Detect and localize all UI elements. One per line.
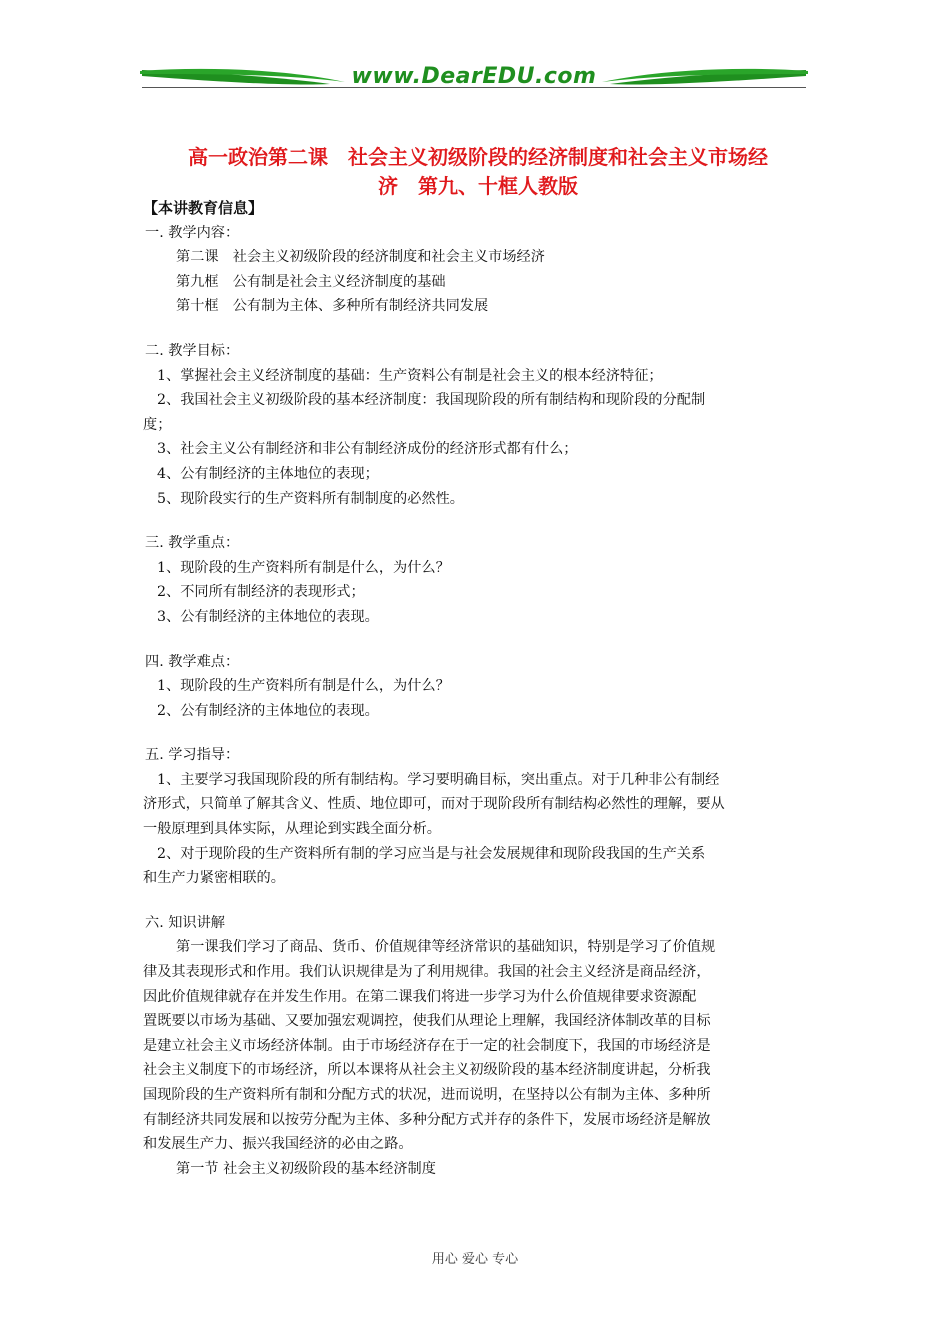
s1-heading: 一. 教学内容： <box>145 224 240 241</box>
s4-item: 1、现阶段的生产资料所有制是什么，为什么？ <box>157 678 450 695</box>
s2-item: 5、现阶段实行的生产资料所有制制度的必然性。 <box>157 490 464 507</box>
s2-item: 2、我国社会主义初级阶段的基本经济制度：我国现阶段的所有制结构和现阶段的分配制 <box>157 392 706 409</box>
s1-item: 第二课 社会主义初级阶段的经济制度和社会主义市场经济 <box>176 249 545 266</box>
title-line-1: 高一政治第二课 社会主义初级阶段的经济制度和社会主义市场经 <box>188 145 768 169</box>
title-line-2: 济 第九、十框人教版 <box>378 174 578 198</box>
page-title <box>140 143 816 201</box>
s2-item-cont: 度； <box>143 416 172 433</box>
s4-heading: 四. 教学难点： <box>145 653 240 670</box>
document-body <box>143 196 813 1181</box>
s5-heading: 五. 学习指导： <box>145 747 240 764</box>
s6-line: 律及其表现形式和作用。我们认识规律是为了利用规律。我国的社会主义经济是商品经济， <box>143 964 711 981</box>
section-header: 【本讲教育信息】 <box>143 199 264 217</box>
s6-line: 第一课我们学习了商品、货币、价值规律等经济常识的基础知识，特别是学习了价值规 <box>176 939 716 956</box>
s2-heading: 二. 教学目标： <box>145 342 240 359</box>
s6-heading: 六. 知识讲解 <box>145 914 225 931</box>
s6-line: 和发展生产力、振兴我国经济的必由之路。 <box>143 1136 413 1153</box>
s1-item: 第九框 公有制是社会主义经济制度的基础 <box>176 273 446 290</box>
s5-line: 2、对于现阶段的生产资料所有制的学习应当是与社会发展规律和现阶段我国的生产关系 <box>157 845 706 862</box>
s5-line: 和生产力紧密相联的。 <box>143 870 285 887</box>
s6-line: 有制经济共同发展和以按劳分配为主体、多种分配方式并存的条件下，发展市场经济是解放 <box>143 1111 711 1128</box>
s6-subheading: 第一节 社会主义初级阶段的基本经济制度 <box>176 1160 436 1177</box>
s6-line: 国现阶段的生产资料所有制和分配方式的状况，进而说明，在坚持以公有制为主体、多种所 <box>143 1087 711 1103</box>
s5-line: 1、主要学习我国现阶段的所有制结构。学习要明确目标，突出重点。对于几种非公有制经 <box>157 771 720 788</box>
s5-line: 济形式，只简单了解其含义、性质、地位即可，而对于现阶段所有制结构必然性的理解，要从 <box>143 796 725 813</box>
s6-line: 置既要以市场为基础、又要加强宏观调控，使我们从理论上理解，我国经济体制改革的目标 <box>143 1013 711 1030</box>
site-url: www.DearEDU.com <box>351 64 597 89</box>
s3-item: 3、公有制经济的主体地位的表现。 <box>157 608 379 625</box>
s2-item: 1、掌握社会主义经济制度的基础：生产资料公有制是社会主义的根本经济特征； <box>157 367 663 384</box>
s2-item: 3、社会主义公有制经济和非公有制经济成份的经济形式都有什么； <box>157 441 578 458</box>
s3-heading: 三. 教学重点： <box>145 535 240 552</box>
s5-line: 一般原理到具体实际，从理论到实践全面分析。 <box>143 821 441 838</box>
site-banner <box>140 62 808 102</box>
s3-item: 1、现阶段的生产资料所有制是什么，为什么？ <box>157 559 450 576</box>
s2-item: 4、公有制经济的主体地位的表现； <box>157 465 379 482</box>
s1-item: 第十框 公有制为主体、多种所有制经济共同发展 <box>176 298 489 315</box>
s6-line: 是建立社会主义市场经济体制。由于市场经济存在于一定的社会制度下，我国的市场经济是 <box>143 1037 711 1054</box>
s6-line: 因此价值规律就存在并发生作用。在第二课我们将进一步学习为什么价值规律要求资源配 <box>143 988 697 1005</box>
s4-item: 2、公有制经济的主体地位的表现。 <box>157 702 379 719</box>
s6-line: 社会主义制度下的市场经济，所以本课将从社会主义初级阶段的基本经济制度讲起，分析我 <box>143 1062 711 1079</box>
s3-item: 2、不同所有制经济的表现形式； <box>157 584 365 601</box>
page-footer: 用心 爱心 专心 <box>431 1252 519 1267</box>
